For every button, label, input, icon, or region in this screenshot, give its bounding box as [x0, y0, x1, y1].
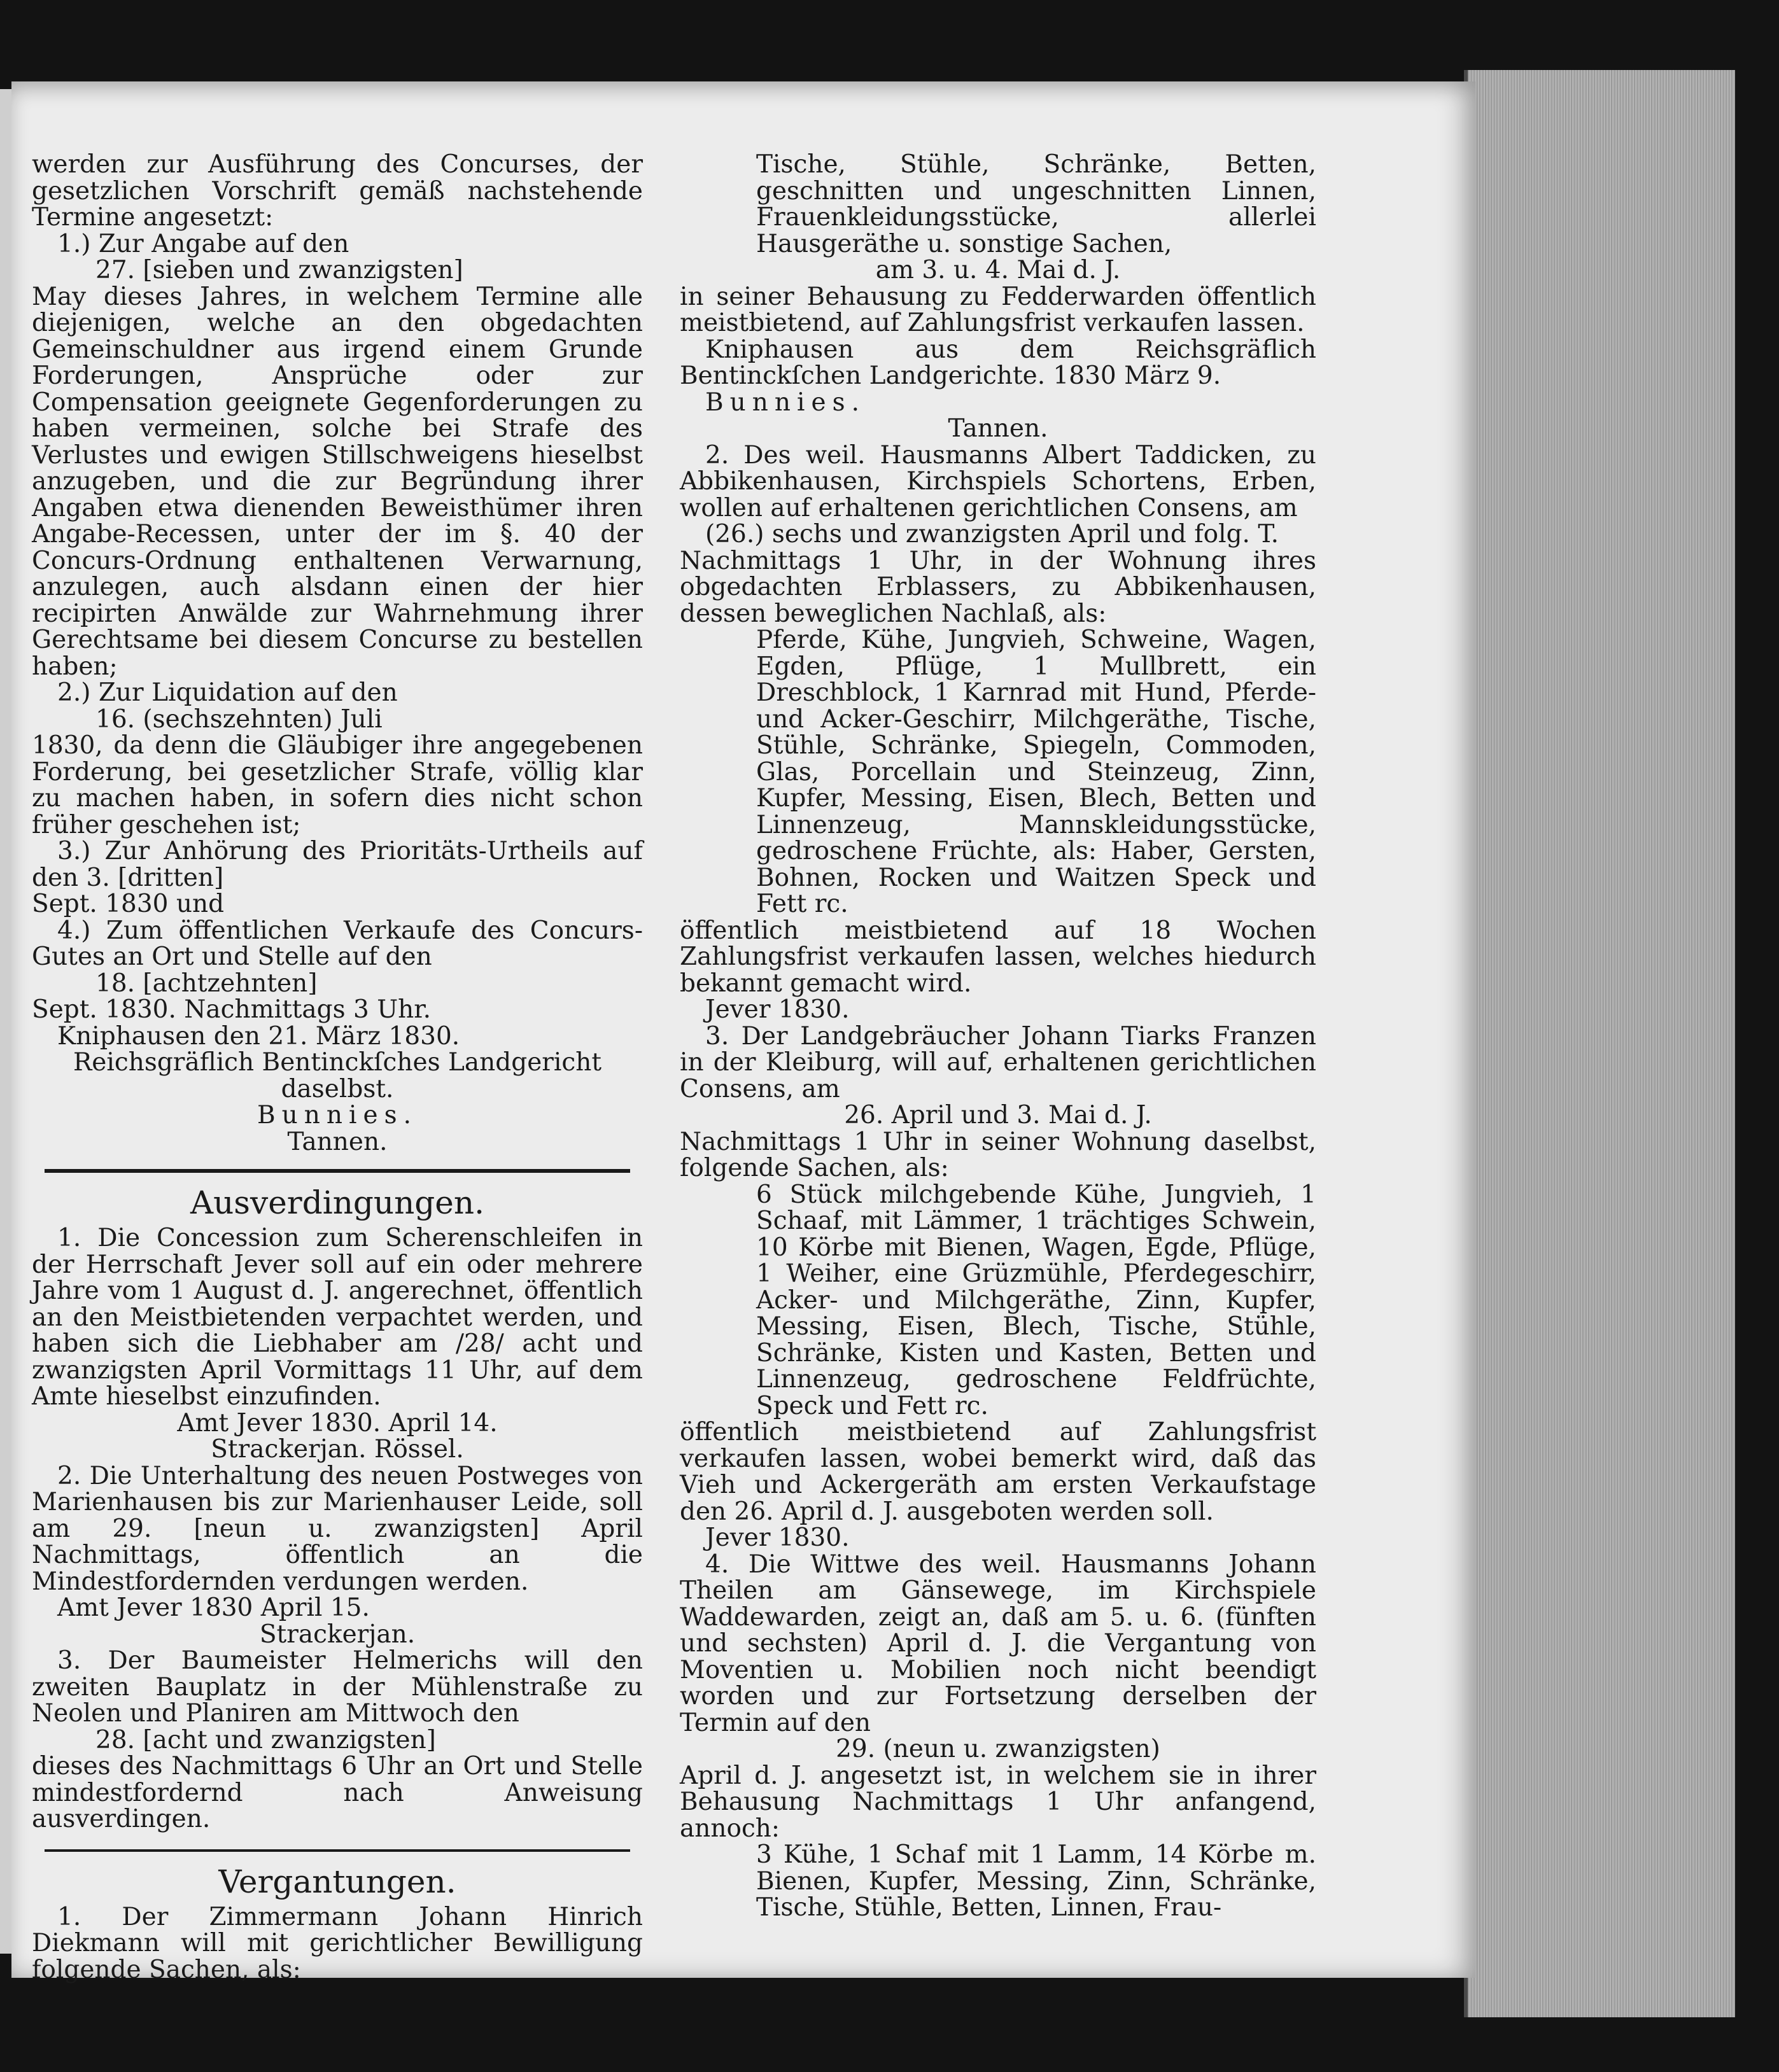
right-text-block: Nachmittags 1 Uhr in seiner Wohnung daselbst, folgende Sachen, als: [680, 1127, 1316, 1182]
left-text-block: 2.) Zur Liquidation auf den [57, 678, 398, 707]
left-text-block: Kniphausen den 21. März 1830. [57, 1021, 460, 1051]
right-text-block: Pferde, Kühe, Jungvieh, Schweine, Wagen, Egden, Pflüge, 1 Mullbrett, ein Dreschblock, 1 Karnrad mit Hund, Pferde- und Acker-Geschirr, Milchgeräthe, Tische, Stühle, Schränke, Spiegeln, Commoden, Glas, Porcellain und Steinzeug, Zinn, Kupfer, Messing, Eisen, Blech, Betten und Linnenzeug, Mannskleidungsstücke, gedroschene Früchte, als: Haber, Gersten, Bohnen, Rocken und Waitzen Speck und Fett rc. [756, 626, 1316, 918]
left-text-block: 3.) Zur Anhörung des Prioritäts-Urtheils auf den 3. [dritten] [32, 837, 643, 892]
left-text-block: 28. [acht und zwanzigsten] [95, 1725, 436, 1754]
right-text-block: 4. Die Wittwe des weil. Hausmanns Johann Theilen am Gänsewege, im Kirchspiele Waddewarden, zeigt an, daß am 5. u. 6. (fünften und sechsten) April d. J. die Vergantung von Moventien u. Mobilien noch nicht beendigt worden und zur Fortsetzung derselben der Termin auf den [680, 1550, 1316, 1737]
left-text-block: 4.) Zum öffentlichen Verkaufe des Concurs-Gutes an Ort und Stelle auf den [32, 916, 643, 971]
left-text-block: Strackerjan. [259, 1620, 416, 1649]
left-text-block: 27. [sieben und zwanzigsten] [95, 256, 463, 284]
right-text-block: am 3. u. 4. Mai d. J. [875, 256, 1121, 284]
left-text-block: dieses des Nachmittags 6 Uhr an Ort und Stelle mindestfordernd nach Anweisung ausverdingen. [32, 1752, 643, 1833]
left-text-block: 18. [achtzehnten] [95, 969, 318, 998]
left-text-block: 3. Der Baumeister Helmerichs will den zweiten Bauplatz in der Mühlenstraße zu Neolen und Planiren am Mittwoch den [32, 1646, 643, 1728]
left-text-block: 2. Die Unterhaltung des neuen Postweges von Marienhausen bis zur Marienhauser Leide, soll am 29. [neun u. zwanzigsten] April Nachmittags, öffentlich an die Mindestfordernden verdungen werden. [32, 1461, 643, 1596]
left-separator-rule [45, 1169, 630, 1173]
right-text-block: Bunnies. [705, 388, 866, 417]
newspaper-page [11, 81, 1475, 1984]
left-section-heading: Ausverdingungen. [190, 1184, 484, 1221]
right-text-block: Nachmittags 1 Uhr, in der Wohnung ihres obgedachten Erblassers, zu Abbikenhausen, dessen beweglichen Nachlaß, als: [680, 546, 1316, 628]
right-text-block: 29. (neun u. zwanzigsten) [836, 1735, 1160, 1763]
right-text-block: öffentlich meistbietend auf Zahlungsfrist verkaufen lassen, wobei bemerkt wird, daß das Vieh und Ackergeräth am ersten Verkaufstage den 26. April d. J. ausgeboten werden soll. [680, 1418, 1316, 1526]
left-text-block: 1. Der Zimmermann Johann Hinrich Diekmann will mit gerichtlicher Bewilligung folgende Sachen, als: [32, 1902, 643, 1984]
left-text-block: Sept. 1830 und [32, 890, 225, 918]
left-text-block: werden zur Ausführung des Concurses, der gesetzlichen Vorschrift gemäß nachstehende Termine angesetzt: [32, 150, 643, 232]
left-text-block: Tannen. [287, 1127, 388, 1156]
right-text-block: Jever 1830. [705, 1523, 850, 1552]
right-text-block: öffentlich meistbietend auf 18 Wochen Zahlungsfrist verkaufen lassen, welches hiedurch bekannt gemacht wird. [680, 916, 1316, 998]
right-text-block: 26. April und 3. Mai d. J. [844, 1101, 1152, 1130]
left-text-block: 16. (sechszehnten) Juli [95, 704, 383, 734]
right-text-block: 2. Des weil. Hausmanns Albert Taddicken, zu Abbikenhausen, Kirchspiels Schortens, Erben, wollen auf erhaltenen gerichtlichen Consens, am [680, 440, 1316, 522]
right-text-block: Tische, Stühle, Schränke, Betten, geschnitten und ungeschnitten Linnen, Frauenkleidungsstücke, allerlei Hausgeräthe u. sonstige Sachen, [756, 150, 1316, 258]
right-text-block: (26.) sechs und zwanzigsten April und folg. T. [705, 520, 1279, 549]
right-text-block: in seiner Behausung zu Fedderwarden öffentlich meistbietend, auf Zahlungsfrist verkaufen lassen. [680, 282, 1316, 337]
book-page-edges [1464, 70, 1735, 2017]
right-text-block: 6 Stück milchgebende Kühe, Jungvieh, 1 Schaaf, mit Lämmer, 1 trächtiges Schwein, 10 Körbe mit Bienen, Wagen, Egde, Pflüge, 1 Weiher, eine Grüzmühle, Pferdegeschirr, Acker- und Milchgeräthe, Zinn, Kupfer, Messing, Eisen, Blech, Tische, Stühle, Schränke, Kisten und Kasten, Betten und Linnenzeug, gedroschene Feldfrüchte, Speck und Fett rc. [756, 1180, 1316, 1420]
right-text-block: Jever 1830. [705, 995, 850, 1024]
left-text-block: Amt Jever 1830 April 15. [57, 1593, 370, 1622]
left-text-block: 1830, da denn die Gläubiger ihre angegebenen Forderung, bei gesetzlicher Strafe, völlig klar zu machen haben, in sofern dies nicht schon früher geschehen ist; [32, 731, 643, 839]
left-column [32, 151, 643, 1983]
right-text-block: Tannen. [948, 414, 1048, 443]
left-text-block: Strackerjan. Rössel. [211, 1435, 464, 1464]
left-text-block: Reichsgräflich Bentinckſches Landgericht daselbst. [73, 1048, 602, 1103]
right-text-block: 3. Der Landgebräucher Johann Tiarks Franzen in der Kleiburg, will auf, erhaltenen gerichtlichen Consens, am [680, 1021, 1316, 1103]
left-text-block: Amt Jever 1830. April 14. [177, 1408, 498, 1438]
right-text-block: April d. J. angesetzt ist, in welchem sie in ihrer Behausung Nachmittags 1 Uhr anfangend, annoch: [680, 1761, 1316, 1843]
previous-page-strip [0, 89, 11, 1954]
left-text-block: 1. Die Concession zum Scherenschleifen in der Herrschaft Jever soll auf ein oder mehrere Jahre vom 1 August d. J. angerechnet, öffentlich an den Meistbietenden verpachtet werden, und haben sich die Liebhaber am /28/ acht und zwanzigsten April Vormittags 11 Uhr, auf dem Amte hieselbst einzufinden. [32, 1224, 643, 1411]
left-text-block: 1.) Zur Angabe auf den [57, 229, 349, 258]
left-text-block: May dieses Jahres, in welchem Termine alle diejenigen, welche an den obgedachten Gemeinschuldner aus irgend einem Grunde Forderungen, Ansprüche oder zur Compensation geeignete Gegenforderungen zu haben vermeinen, solche bei Strafe des Verlustes und ewigen Stillschweigens hieselbst anzugeben, und die zur Begründung ihrer Angaben etwa dienenden Beweisthümer ihren Angabe-Recessen, unter der im §. 40 der Concurs-Ordnung enthaltenen Verwarnung, anzulegen, auch alsdann einen der hier recipirten Anwälde zur Wahrnehmung ihrer Gerechtsame bei diesem Concurse zu bestellen haben; [32, 282, 643, 681]
left-text-block: Bunnies. [257, 1101, 418, 1130]
left-separator-rule [45, 1849, 630, 1852]
right-column [680, 151, 1316, 1921]
right-text-block: Kniphausen aus dem Reichsgräflich Bentinckſchen Landgerichte. 1830 März 9. [680, 335, 1316, 390]
left-section-heading: Vergantungen. [218, 1863, 456, 1900]
right-text-block: 3 Kühe, 1 Schaf mit 1 Lamm, 14 Körbe m. Bienen, Kupfer, Messing, Zinn, Schränke, Tische, Stühle, Betten, Linnen, Frau- [756, 1840, 1316, 1922]
left-text-block: Sept. 1830. Nachmittags 3 Uhr. [32, 995, 431, 1024]
